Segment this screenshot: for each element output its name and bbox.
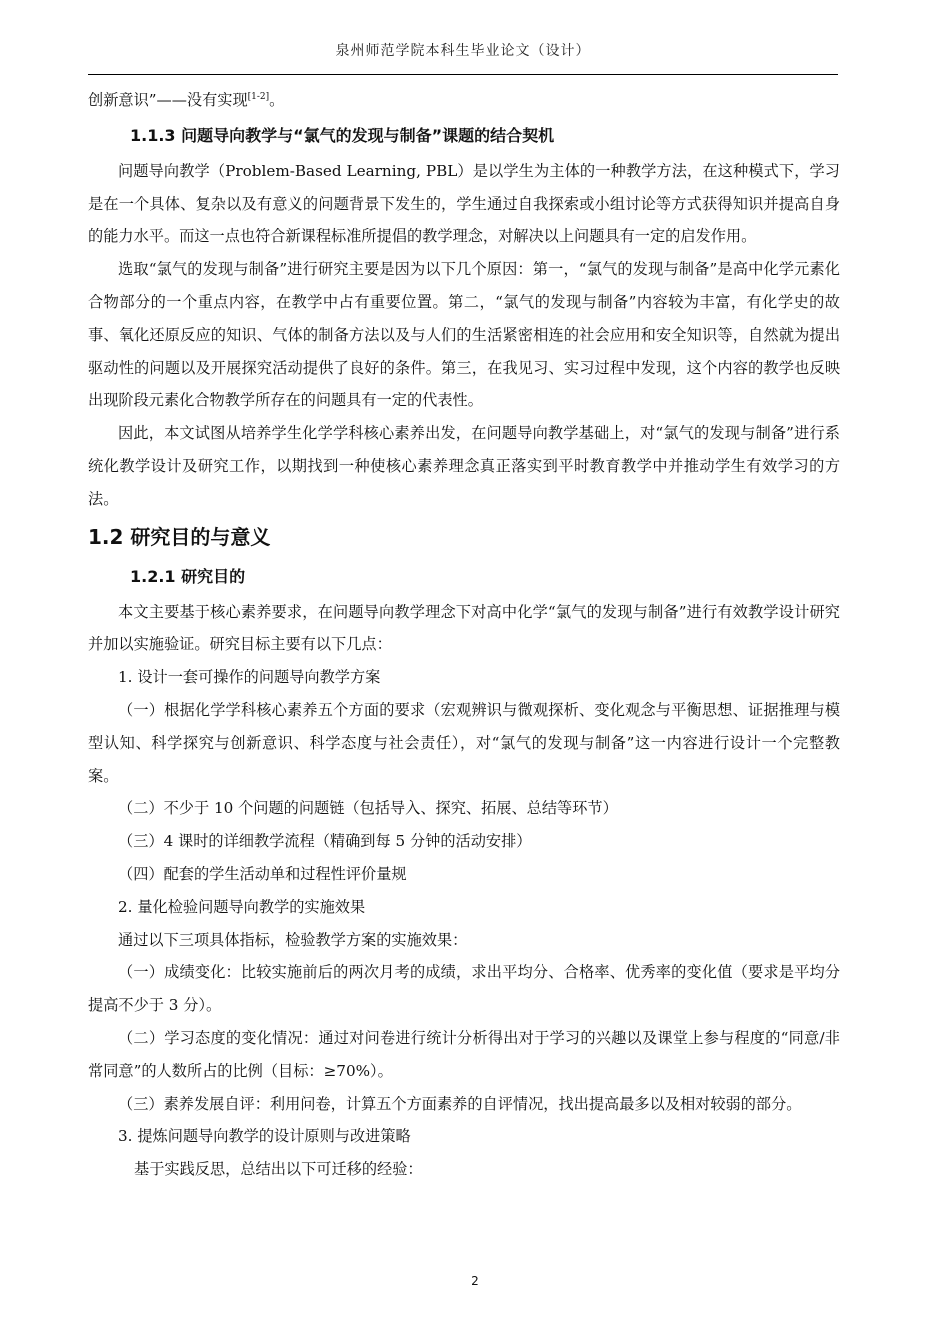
paragraph: 选取“氯气的发现与制备”进行研究主要是因为以下几个原因：第一，“氯气的发现与制备”是高中化学元素化合物部分的一个重点内容，在教学中占有重要位置。第二，“氯气的发现与制备”内容较为丰富，有化学史的故事、氧化还原反应的知识、气体的制备方法以及与人们的生活紧密相连的社会应用和安全知识等，自然就为提出驱动性的问题以及开展探究活动提供了良好的条件。第三，在我见习、实习过程中发现，这个内容的教学也反映出现阶段元素化合物教学所存在的问题具有一定的代表性。 — [88, 260, 840, 410]
list-subitem: （一）成绩变化：比较实施前后的两次月考的成绩，求出平均分、合格率、优秀率的变化值（要求是平均分提高不少于 3 分）。 — [88, 963, 840, 1015]
paragraph-text: 创新意识”——没有实现 — [88, 91, 248, 109]
document-body — [88, 84, 840, 1186]
section-heading-1-2-1: 1.2.1 研究目的 — [130, 566, 246, 586]
paragraph-end: 。 — [269, 91, 285, 109]
list-subitem: （四）配套的学生活动单和过程性评价量规 — [118, 864, 407, 883]
paragraph: 基于实践反思，总结出以下可迁移的经验： — [134, 1160, 423, 1179]
paragraph: 本文主要基于核心素养要求，在问题导向教学理念下对高中化学“氯气的发现与制备”进行有效教学设计研究并加以实施验证。研究目标主要有以下几点： — [88, 602, 840, 654]
citation: [1-2] — [247, 91, 270, 102]
section-heading-1-1-3: 1.1.3 问题导向教学与“氯气的发现与制备”课题的结合契机 — [130, 125, 555, 145]
running-header: 泉州师范学院本科生毕业论文（设计） — [335, 43, 591, 59]
list-item: 3. 提炼问题导向教学的设计原则与改进策略 — [118, 1127, 411, 1146]
list-item: 2. 量化检验问题导向教学的实施效果 — [118, 897, 366, 916]
list-subitem: （二）不少于 10 个问题的问题链（包括导入、探究、拓展、总结等环节） — [118, 799, 618, 818]
paragraph: 通过以下三项具体指标，检验教学方案的实施效果： — [118, 930, 468, 949]
list-subitem: （三）4 课时的详细教学流程（精确到每 5 分钟的活动安排） — [118, 832, 532, 851]
paragraph — [88, 84, 840, 117]
list-subitem: （一）根据化学学科核心素养五个方面的要求（宏观辨识与微观探析、变化观念与平衡思想、证据推理与模型认知、科学探究与创新意识、科学态度与社会责任），对“氯气的发现与制备”这一内容进行设计一个完整教案。 — [88, 700, 840, 785]
paragraph: 问题导向教学（Problem-Based Learning, PBL）是以学生为主体的一种教学方法，在这种模式下，学习是在一个具体、复杂以及有意义的问题背景下发生的，学生通过自我探索或小组讨论等方式获得知识并提高自身的能力水平。而这一点也符合新课程标准所提倡的教学理念，对解决以上问题具有一定的启发作用。 — [88, 161, 840, 246]
section-heading-1-2: 1.2 研究目的与意义 — [88, 524, 271, 549]
page-number: 2 — [471, 1274, 479, 1288]
paragraph: 因此，本文试图从培养学生化学学科核心素养出发，在问题导向教学基础上，对“氯气的发现与制备”进行系统化教学设计及研究工作，以期找到一种使核心素养理念真正落实到平时教育教学中并推动学生有效学习的方法。 — [88, 424, 840, 508]
list-subitem: （二）学习态度的变化情况：通过对问卷进行统计分析得出对于学习的兴趣以及课堂上参与程度的“同意/非常同意”的人数所占的比例（目标：≥70%）。 — [88, 1028, 840, 1080]
header-rule — [88, 74, 838, 75]
list-subitem: （三）素养发展自评：利用问卷，计算五个方面素养的自评情况，找出提高最多以及相对较弱的部分。 — [118, 1094, 802, 1113]
list-item: 1. 设计一套可操作的问题导向教学方案 — [118, 668, 381, 687]
